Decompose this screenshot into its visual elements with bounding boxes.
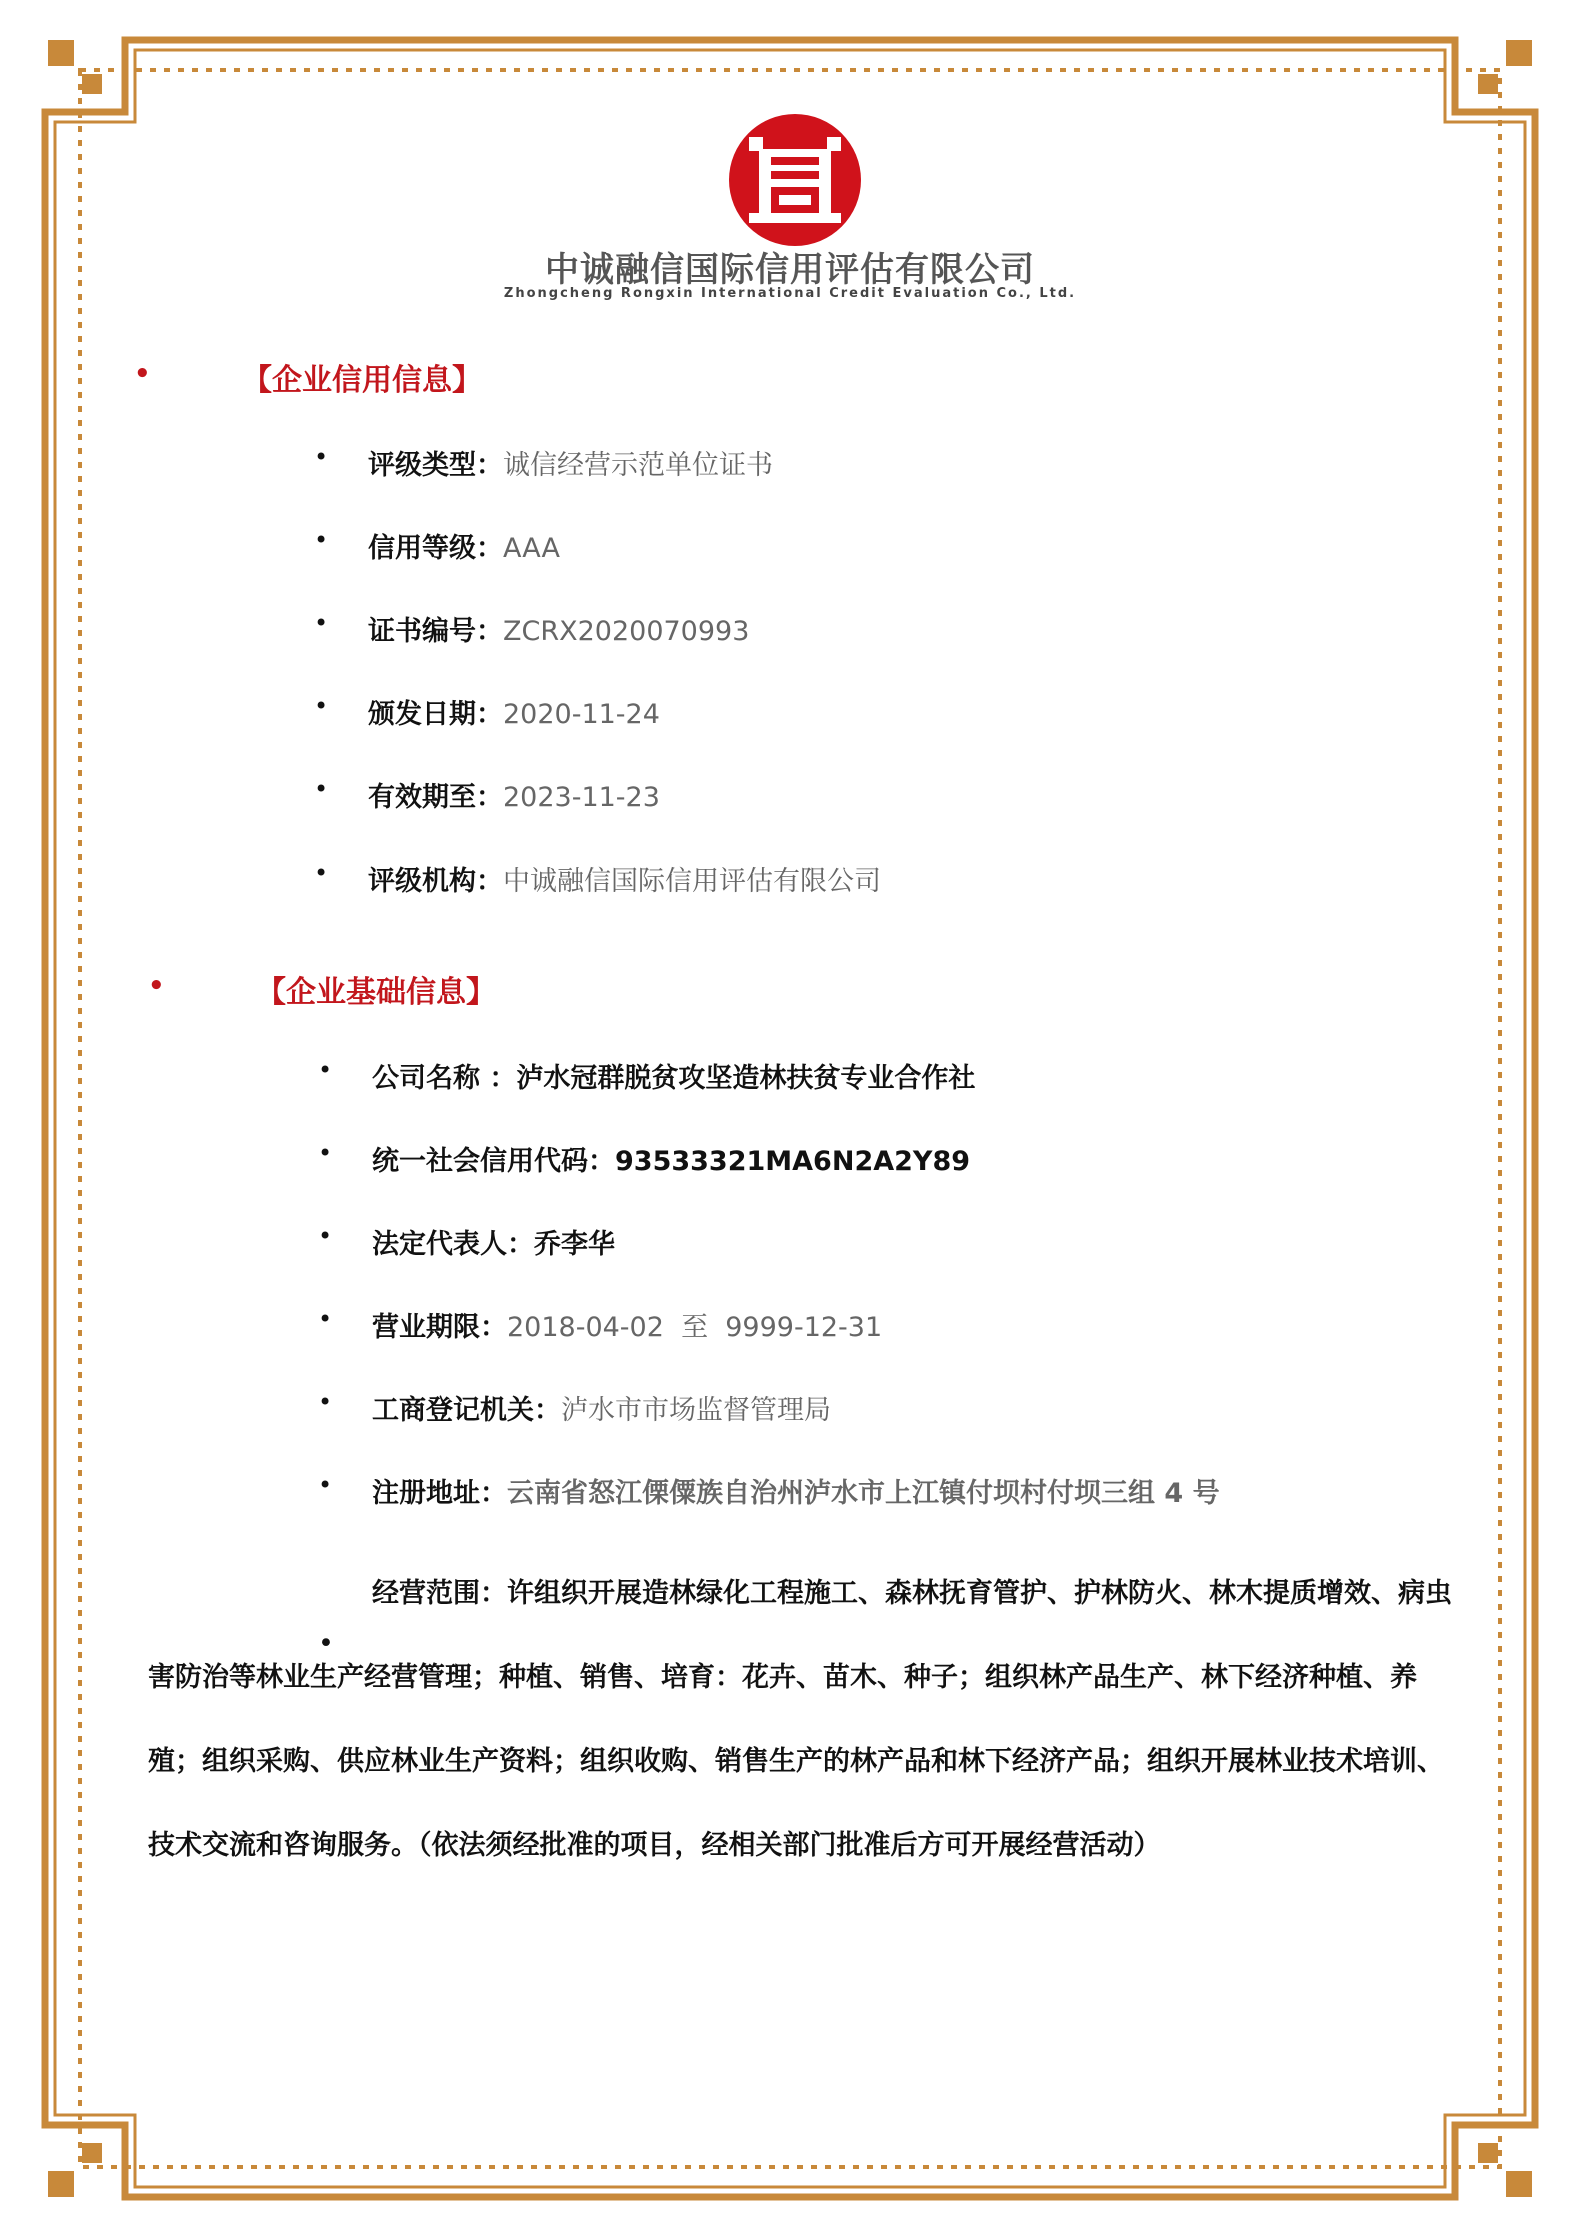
- bullet-icon: •: [314, 775, 329, 803]
- list-item: • 有效期至：2023-11-23: [314, 775, 660, 813]
- bullet-icon: •: [318, 1139, 333, 1167]
- list-item: • 统一社会信用代码：93533321MA6N2A2Y89: [318, 1139, 971, 1177]
- business-scope-text: 许组织开展造林绿化工程施工、森林抚育管护、护林防火、林木提质增效、病虫害防治等林业生产经营管理；种植、销售、培育：花卉、苗木、种子；组织林产品生产、林下经济种植、养殖；组织采购、供应林业生产资料；组织收购、销售生产的林产品和林下经济产品；组织开展林业技术培训、技术交流和咨询服务。（依法须经批准的项目，经相关部门批准后方可开展经营活动）: [148, 1578, 1452, 1861]
- list-item: • 信用等级：AAA: [314, 526, 560, 564]
- bullet-icon: •: [318, 1056, 333, 1084]
- company-name-en: Zhongcheng Rongxin International Credit Evaluation Co., Ltd.: [503, 286, 1077, 301]
- bullet-icon: •: [314, 443, 329, 471]
- company-name-cn: 中诚融信国际信用评估有限公司: [545, 250, 1035, 290]
- list-item: • 公司名称 ：泸水冠群脱贫攻坚造林扶贫专业合作社: [318, 1056, 976, 1094]
- bullet-icon: •: [318, 1222, 333, 1250]
- bullet-icon: •: [318, 1305, 333, 1333]
- list-item: • 法定代表人：乔李华: [318, 1222, 615, 1260]
- bullet-icon: •: [314, 609, 329, 637]
- business-scope-label: 经营范围：: [372, 1578, 507, 1609]
- business-scope: [148, 1552, 1468, 1888]
- bullet-icon: •: [314, 859, 329, 887]
- bullet-icon: •: [318, 1388, 333, 1416]
- list-item: • 评级机构：中诚融信国际信用评估有限公司: [314, 859, 881, 897]
- company-logo: [715, 105, 875, 255]
- list-item: • 评级类型：诚信经营示范单位证书: [314, 443, 773, 481]
- credit-section-title: • 【企业信用信息】: [134, 359, 482, 398]
- bullet-icon: •: [314, 692, 329, 720]
- bullet-icon: •: [314, 526, 329, 554]
- list-item: • 营业期限：2018-04-02 至 9999-12-31: [318, 1305, 883, 1343]
- list-item: • 证书编号：ZCRX2020070993: [314, 609, 750, 647]
- bullet-icon: •: [318, 1471, 333, 1499]
- list-item: • 工商登记机关：泸水市市场监督管理局: [318, 1388, 831, 1426]
- bullet-icon: •: [134, 359, 151, 389]
- bullet-icon: •: [148, 971, 165, 1001]
- list-item: • 颁发日期：2020-11-24: [314, 692, 660, 730]
- list-item: • 注册地址：云南省怒江傈僳族自治州泸水市上江镇付坝村付坝三组 4 号: [318, 1471, 1220, 1509]
- bullet-icon: •: [318, 1628, 334, 1659]
- basic-section-title: • 【企业基础信息】: [148, 971, 496, 1010]
